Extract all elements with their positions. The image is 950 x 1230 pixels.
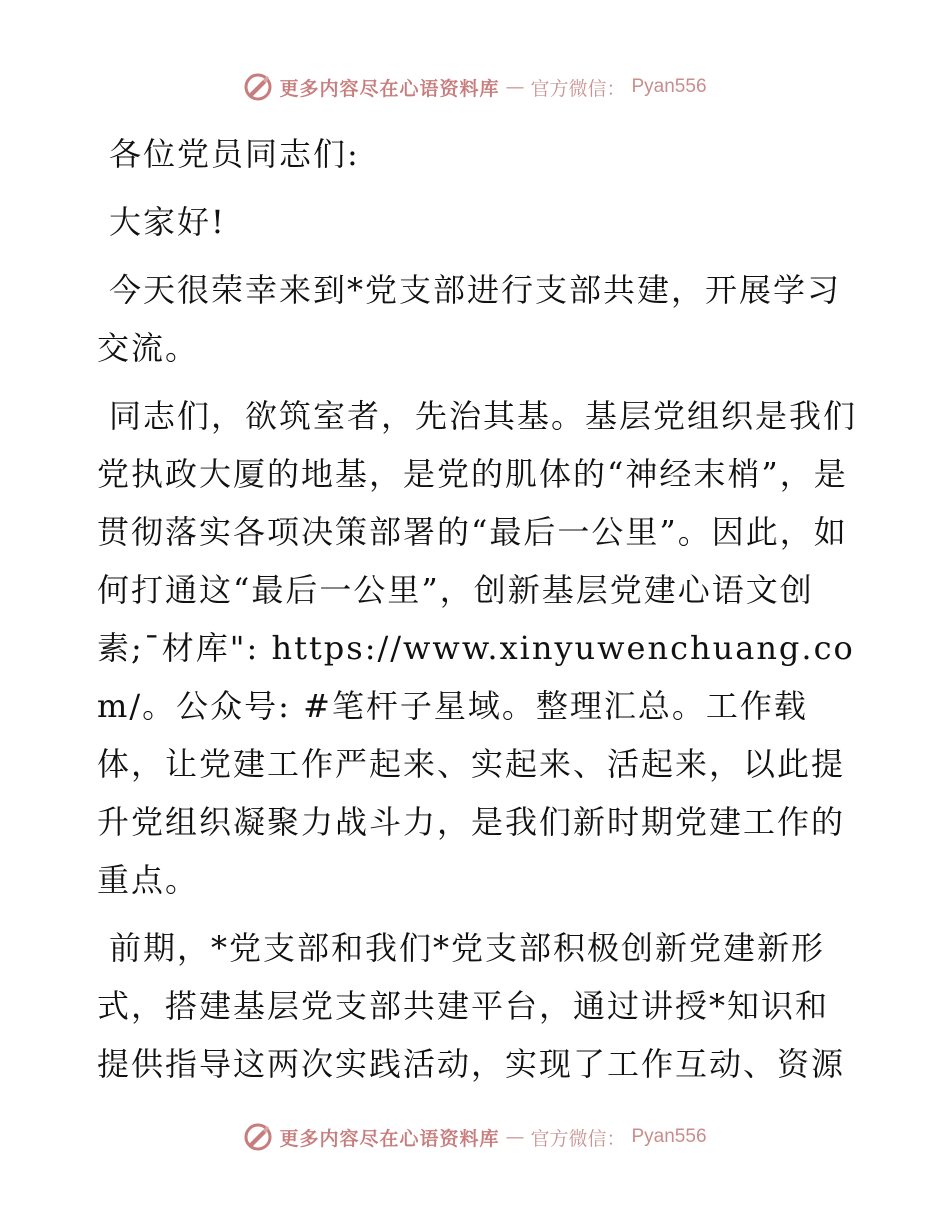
watermark-banner-bottom [0,1122,950,1152]
watermark-wechat-id: Pyan556 [631,76,707,97]
brush-logo-icon [243,1122,273,1152]
watermark-wechat-id: Pyan556 [631,1126,707,1147]
paragraph-foundation: 同志们，欲筑室者，先治其基。基层党组织是我们党执政大厦的地基，是党的肌体的“神经末梢”，是贯彻落实各项决策部署的“最后一公里”。因此，如何打通这“最后一公里”，创新基层党建心语文创素;¯材库": https://www.xinyuwenchuang.com/。公众号: #笔杆子星域。整理汇总。工作载体，让党建工作严起来、实起来、活起来，以此提升党组织凝聚力战斗力，是我们新时期党建工作的重点。 [97,397,858,899]
paragraph-greeting: 大家好! [109,203,226,241]
watermark-brand: 更多内容尽在心语资料库 [279,1127,500,1150]
document-body [97,125,857,1103]
paragraph-intro: 今天很荣幸来到*党支部进行支部共建，开展学习交流。 [97,271,842,367]
watermark-official-label: 官方微信： [530,1127,626,1150]
watermark-separator: — [505,1126,525,1148]
paragraph-salutation: 各位党员同志们: [109,135,360,173]
watermark-banner-top [0,72,950,102]
watermark-separator: — [505,76,525,98]
watermark-brand: 更多内容尽在心语资料库 [279,77,500,100]
watermark-official-label: 官方微信： [530,77,626,100]
brush-logo-icon [243,72,273,102]
paragraph-previous-work: 前期，*党支部和我们*党支部积极创新党建新形式，搭建基层党支部共建平台，通过讲授*知识和提供指导这两次实践活动，实现了工作互动、资源 [97,929,846,1083]
